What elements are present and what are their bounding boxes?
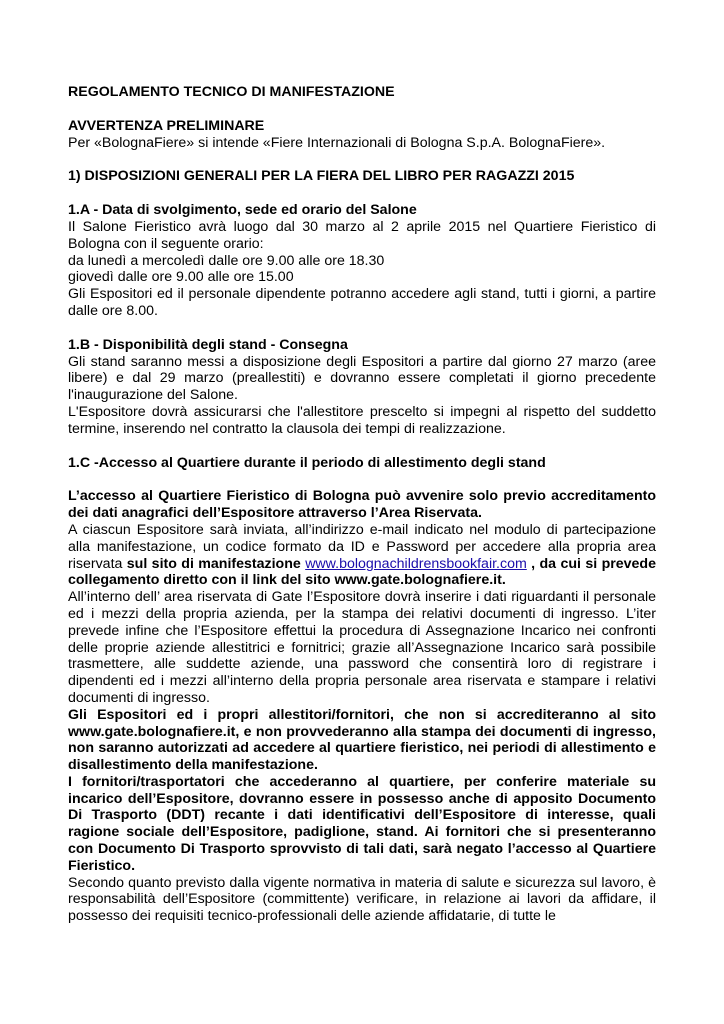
section-1b-paragraph-2: L'Espositore dovrà assicurarsi che l'allestitore prescelto si impegni al rispetto del suddetto termine, inserendo nel contratto la clausola dei tempi di realizzazione. <box>68 403 656 437</box>
section-1c-paragraph-1: L’accesso al Quartiere Fieristico di Bologna può avvenire solo previo accreditamento dei dati anagrafici dell’Espositore attraverso l’Area Riservata. <box>68 488 656 522</box>
section-1c-p2-bold-tail: , da cui si prevede collegamento diretto con il link del sito www.gate.bolognafiere.it. <box>68 555 656 589</box>
section-1a-hours-weekdays: da lunedì a mercoledì dalle ore 9.00 alle ore 18.30 <box>68 252 385 269</box>
website-link[interactable]: www.bolognachildrensbookfair.com <box>305 555 527 572</box>
section-1c-p2-text: A ciascun Espositore sarà inviata, all’indirizzo e-mail indicato nel modulo di partecipazione alla manifestazione, un codice formato da ID e Password per accedere alla propria area riservata <box>68 521 656 572</box>
document-title: REGOLAMENTO TECNICO DI MANIFESTAZIONE <box>68 84 395 100</box>
section-1b-paragraph-1: Gli stand saranno messi a disposizione degli Espositori a partire dal giorno 27 marzo (aree libere) e dal 29 marzo (preallestiti) e dovranno essere completati il giorno precedente l'inaugurazione del Salone. <box>68 353 656 404</box>
section-1c-paragraph-6: Secondo quanto previsto dalla vigente normativa in materia di salute e sicurezza sul lavoro, è responsabilità dell’Espositore (committente) verificare, in relazione ai lavori da affidare, il possesso dei requisiti tecnico-professionali delle aziende affidatarie, di tutte le <box>68 874 656 925</box>
section-1a-paragraph-2: Gli Espositori ed il personale dipendente potranno accedere agli stand, tutti i giorni, a partire dalle ore 8.00. <box>68 286 656 319</box>
section-1c-paragraph-5: I fornitori/trasportatori che accederanno al quartiere, per conferire materiale su incarico dell’Espositore, dovranno essere in possesso anche di apposito Documento Di Trasporto (DDT) recante i dati identificativi dell’Espositore di interesse, quali ragione sociale dell’Espositore, padiglione, stand. Ai fornitori che si presenteranno con Documento Di Trasporto sprovvisto di tali dati, sarà negato l’accesso al Quartiere Fieristico. <box>68 773 656 874</box>
section-1c-paragraph-2 <box>68 522 656 589</box>
section-1a-heading: 1.A - Data di svolgimento, sede ed orario del Salone <box>68 202 417 219</box>
section-1a-hours-thursday: giovedì dalle ore 9.00 alle ore 15.00 <box>68 269 294 286</box>
section-1c-heading: 1.C -Accesso al Quartiere durante il periodo di allestimento degli stand <box>68 454 546 471</box>
warning-heading: AVVERTENZA PRELIMINARE <box>68 117 265 134</box>
section-1c-p2-bold: sul sito di manifestazione <box>126 555 301 572</box>
warning-text: Per «BolognaFiere» si intende «Fiere Internazionali di Bologna S.p.A. BolognaFiere». <box>68 134 606 151</box>
section-1c-paragraph-4: Gli Espositori ed i propri allestitori/fornitori, che non si accrediteranno al sito www.gate.bolognafiere.it, e non provvederanno alla stampa dei documenti di ingresso, non saranno autorizzati ad accedere al quartiere fieristico, nei periodi di allestimento e disallestimento della manifestazione. <box>68 706 656 774</box>
section-1c-paragraph-3: All’interno dell’ area riservata di Gate l’Espositore dovrà inserire i dati riguardanti il personale ed i mezzi della propria azienda, per la stampa dei relativi documenti di ingresso. L’iter prevede infine che l’Espositore effettui la procedura di Assegnazione Incarico nei confronti delle proprie aziende allestitrici e fornitrici; grazie all’Assegnazione Incarico sarà possibile trasmettere, alle suddette aziende, una password che consentirà loro di registrare i dipendenti ed i mezzi all’interno della propria personale area riservata e stampare i relativi documenti di ingresso. <box>68 589 656 706</box>
section-1-heading: 1) DISPOSIZIONI GENERALI PER LA FIERA DEL LIBRO PER RAGAZZI 2015 <box>68 168 575 185</box>
section-1a-paragraph-1: Il Salone Fieristico avrà luogo dal 30 marzo al 2 aprile 2015 nel Quartiere Fieristico di Bologna con il seguente orario: <box>68 218 656 252</box>
section-1b-heading: 1.B - Disponibilità degli stand - Consegna <box>68 336 348 353</box>
